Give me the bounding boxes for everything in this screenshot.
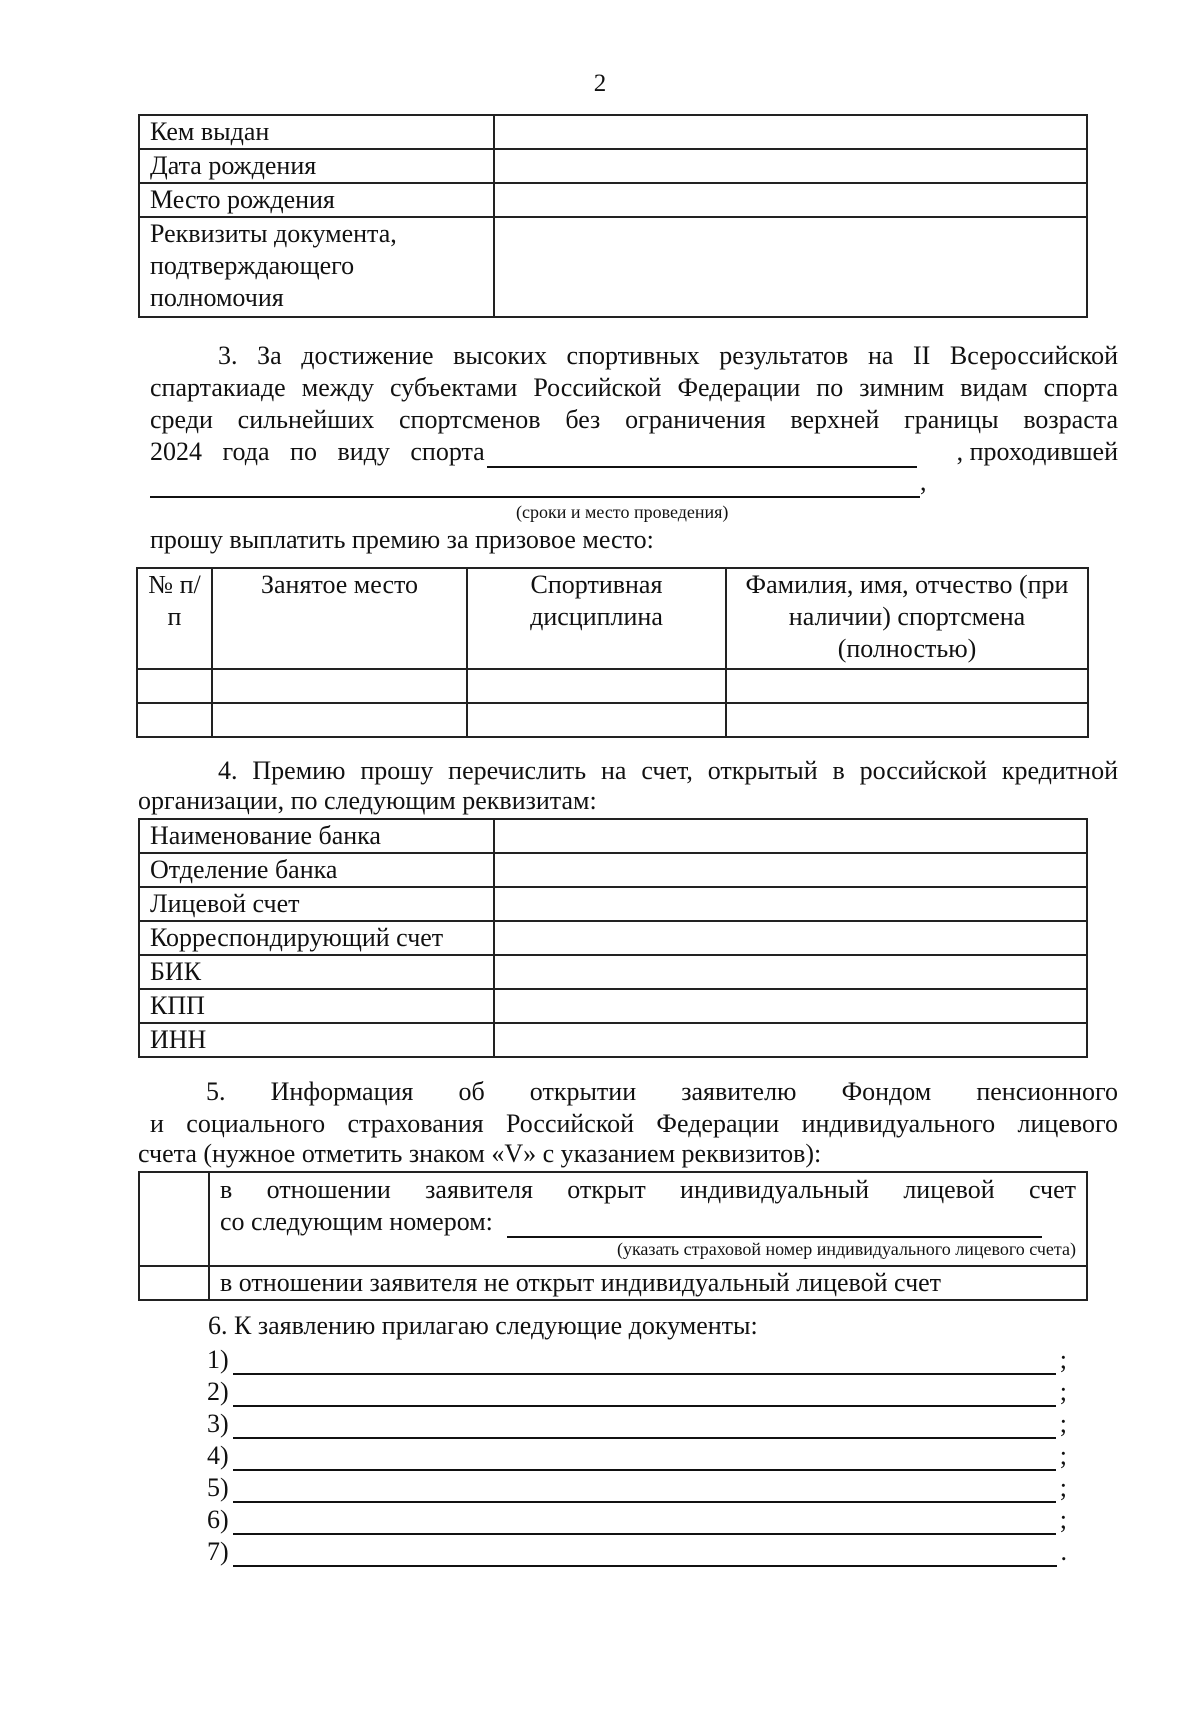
table-row	[139, 819, 1087, 853]
table-cell[interactable]	[212, 669, 467, 703]
table-row	[139, 853, 1087, 887]
list-item	[207, 1439, 1067, 1471]
table-cell[interactable]	[726, 703, 1088, 737]
item-end: ;	[1059, 1377, 1067, 1406]
not-opened-option: в отношении заявителя не открыт индивидуальный лицевой счет	[209, 1266, 1087, 1300]
list-item	[207, 1471, 1067, 1503]
header-place: Занятое место	[212, 568, 467, 669]
table-row	[139, 149, 1087, 183]
item-number: 4)	[207, 1441, 229, 1470]
table-row	[139, 1023, 1087, 1057]
table-row	[139, 1172, 1087, 1266]
section3-line4	[150, 436, 1118, 468]
birth-date-label: Дата рождения	[139, 149, 494, 183]
item-end: ;	[1059, 1441, 1067, 1470]
item-end: ;	[1059, 1505, 1067, 1534]
document-input-line[interactable]	[233, 1349, 1056, 1375]
section3-line1: 3. За достижение высоких спортивных результатов на II Всероссийской	[218, 341, 1118, 370]
document-input-line[interactable]	[233, 1541, 1057, 1567]
table-cell[interactable]	[726, 669, 1088, 703]
inn-label: ИНН	[139, 1023, 494, 1057]
table-cell[interactable]	[137, 703, 212, 737]
table-row	[139, 115, 1087, 149]
header-discipline: Спортивная дисциплина	[467, 568, 726, 669]
opened-option-line1: в отношении заявителя открыт индивидуальный лицевой счет	[220, 1175, 1076, 1204]
item-number: 2)	[207, 1377, 229, 1406]
opened-checkbox-cell[interactable]	[139, 1172, 209, 1266]
list-item	[207, 1343, 1067, 1375]
authority-document-label: Реквизиты документа, подтверждающего полномочия	[139, 217, 494, 317]
section3-line2: спартакиаде между субъектами Российской Федерации по зимним видам спорта	[150, 373, 1118, 402]
section3-line3: среди сильнейших спортсменов без ограничения верхней границы возраста	[150, 405, 1118, 434]
held-label: , проходившей	[956, 437, 1118, 466]
item-end: ;	[1059, 1473, 1067, 1502]
correspondent-account-label: Корреспондирующий счет	[139, 921, 494, 955]
bank-branch-field[interactable]	[494, 853, 1087, 887]
kpp-field[interactable]	[494, 989, 1087, 1023]
table-cell[interactable]	[137, 669, 212, 703]
page-number: 2	[593, 70, 607, 97]
comma: ,	[920, 467, 927, 496]
table-row	[139, 183, 1087, 217]
snils-input-line[interactable]	[507, 1212, 1042, 1238]
table-row	[137, 703, 1088, 737]
document-input-line[interactable]	[233, 1509, 1056, 1535]
list-item	[207, 1503, 1067, 1535]
item-number: 7)	[207, 1537, 229, 1566]
birth-place-field[interactable]	[494, 183, 1087, 217]
table-row	[137, 669, 1088, 703]
birth-place-label: Место рождения	[139, 183, 494, 217]
document-input-line[interactable]	[233, 1445, 1056, 1471]
section4-line1: 4. Премию прошу перечислить на счет, открытый в российской кредитной	[218, 756, 1118, 785]
item-end: ;	[1059, 1409, 1067, 1438]
section5-line3: счета (нужное отметить знаком «V» с указанием реквизитов):	[138, 1139, 822, 1168]
list-item	[207, 1375, 1067, 1407]
header-athlete-name: Фамилия, имя, отчество (при наличии) спортсмена (полностью)	[726, 568, 1088, 669]
sport-label: 2024 года по виду спорта	[150, 437, 485, 466]
correspondent-account-field[interactable]	[494, 921, 1087, 955]
item-number: 3)	[207, 1409, 229, 1438]
personal-account-label: Лицевой счет	[139, 887, 494, 921]
snils-caption: (указать страховой номер индивидуального лицевого счета)	[616, 1239, 1076, 1259]
table-row	[139, 955, 1087, 989]
kpp-label: КПП	[139, 989, 494, 1023]
document-input-line[interactable]	[233, 1381, 1056, 1407]
item-end: ;	[1059, 1345, 1067, 1374]
table-cell[interactable]	[212, 703, 467, 737]
birth-date-field[interactable]	[494, 149, 1087, 183]
table-row	[139, 1266, 1087, 1300]
section5-line1: 5. Информация об открытии заявителю Фондом пенсионного	[206, 1077, 1118, 1106]
issued-by-field[interactable]	[494, 115, 1087, 149]
bank-name-label: Наименование банка	[139, 819, 494, 853]
item-number: 5)	[207, 1473, 229, 1502]
section5-line2: и социального страхования Российской Федерации индивидуального лицевого	[150, 1109, 1118, 1138]
item-end: .	[1060, 1537, 1067, 1566]
bik-label: БИК	[139, 955, 494, 989]
account-number-label: со следующим номером:	[220, 1207, 493, 1236]
dates-place-input-line[interactable]	[150, 468, 920, 498]
sport-input-line[interactable]	[487, 440, 917, 468]
authority-document-field[interactable]	[494, 217, 1087, 317]
table-header-row	[137, 568, 1088, 669]
section6-title: 6. К заявлению прилагаю следующие документы:	[208, 1311, 758, 1340]
item-number: 1)	[207, 1345, 229, 1374]
table-cell[interactable]	[467, 669, 726, 703]
bank-details-table	[138, 818, 1088, 1058]
dates-place-caption: (сроки и место проведения)	[516, 502, 729, 522]
account-status-table	[138, 1171, 1088, 1301]
table-row	[139, 989, 1087, 1023]
opened-option-line2	[220, 1206, 1076, 1238]
prize-request: прошу выплатить премию за призовое место:	[150, 525, 654, 554]
list-item	[207, 1407, 1067, 1439]
bank-name-field[interactable]	[494, 819, 1087, 853]
document-input-line[interactable]	[233, 1413, 1056, 1439]
table-cell[interactable]	[467, 703, 726, 737]
prize-table	[136, 567, 1089, 738]
table-row	[139, 921, 1087, 955]
personal-account-field[interactable]	[494, 887, 1087, 921]
item-number: 6)	[207, 1505, 229, 1534]
section4-line2: организации, по следующим реквизитам:	[138, 786, 597, 815]
table-row	[139, 887, 1087, 921]
issued-by-label: Кем выдан	[139, 115, 494, 149]
identity-table	[138, 114, 1088, 318]
inn-field[interactable]	[494, 1023, 1087, 1057]
list-item	[207, 1535, 1067, 1567]
dates-place-row	[150, 466, 930, 498]
document-input-line[interactable]	[233, 1477, 1056, 1503]
opened-option	[209, 1172, 1087, 1266]
not-opened-checkbox-cell[interactable]	[139, 1266, 209, 1300]
bik-field[interactable]	[494, 955, 1087, 989]
header-number: № п/п	[137, 568, 212, 669]
documents-list	[207, 1343, 1067, 1567]
table-row	[139, 217, 1087, 317]
bank-branch-label: Отделение банка	[139, 853, 494, 887]
